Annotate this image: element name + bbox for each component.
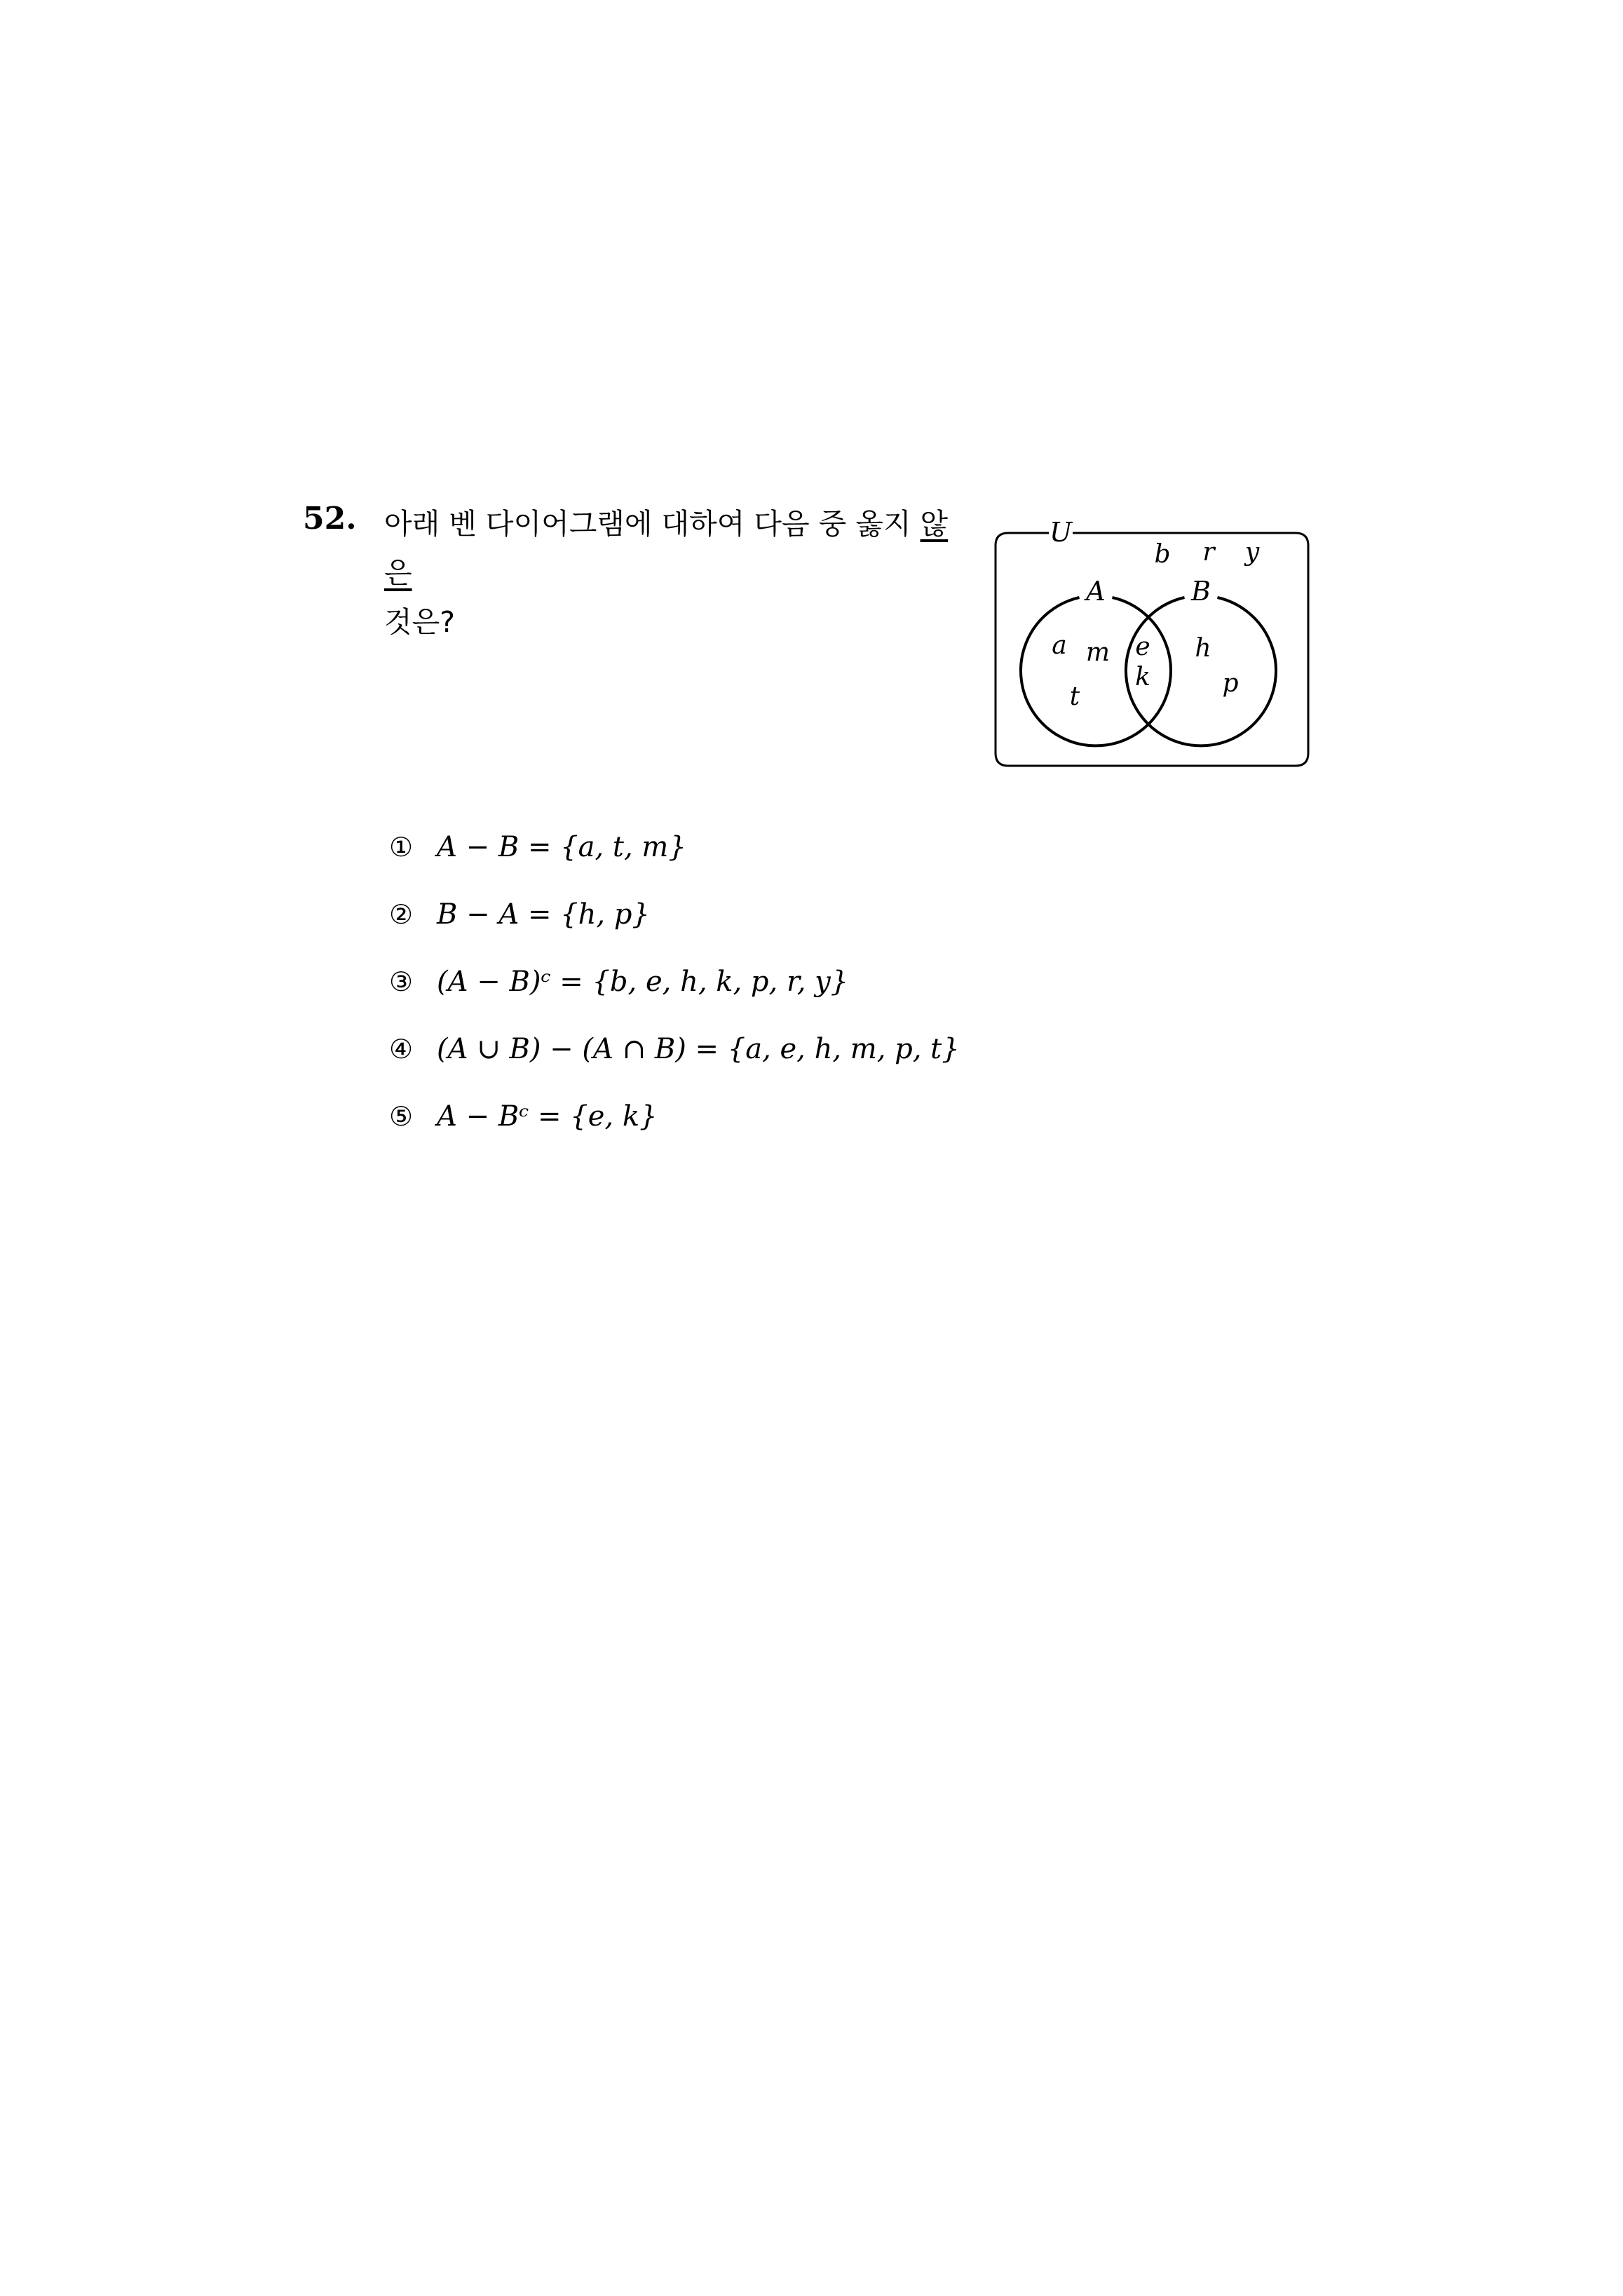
choice-3[interactable] xyxy=(389,948,960,1015)
question-number: 52. xyxy=(303,501,357,536)
element-a: a xyxy=(1052,631,1067,660)
set-a-label: A xyxy=(1086,576,1106,607)
choice-5[interactable] xyxy=(389,1083,960,1150)
element-r: r xyxy=(1202,538,1215,567)
element-y: y xyxy=(1244,538,1260,567)
choice-marker: ④ xyxy=(389,1034,414,1065)
stem-end: 것은? xyxy=(384,605,455,639)
element-p: p xyxy=(1222,669,1239,698)
element-m: m xyxy=(1085,638,1111,667)
choice-expression: (A ∪ B) − (A ∩ B) = {a, e, h, m, p, t} xyxy=(437,1033,960,1065)
answer-choices xyxy=(389,813,960,1150)
choice-marker: ① xyxy=(389,832,414,863)
choice-marker: ③ xyxy=(389,966,414,997)
choice-expression: (A − B)ᶜ = {b, e, h, k, p, r, y} xyxy=(437,966,849,998)
element-h: h xyxy=(1195,634,1211,663)
choice-expression: B − A = {h, p} xyxy=(437,898,650,931)
element-b: b xyxy=(1154,540,1171,569)
universe-label: U xyxy=(1049,517,1073,548)
choice-4[interactable] xyxy=(389,1015,960,1083)
question-stem xyxy=(384,499,966,647)
choice-marker: ⑤ xyxy=(389,1101,414,1132)
stem-emphasis: 않은 xyxy=(384,507,949,590)
element-k: k xyxy=(1135,663,1150,691)
choice-expression: A − B = {a, t, m} xyxy=(437,831,686,863)
choice-2[interactable] xyxy=(389,881,960,948)
element-t: t xyxy=(1069,682,1080,711)
element-e: e xyxy=(1135,633,1150,661)
set-b-label: B xyxy=(1191,576,1211,607)
universe-box xyxy=(996,533,1308,766)
venn-diagram xyxy=(987,505,1310,785)
stem-main: 아래 벤 다이어그램에 대하여 다음 중 옳지 xyxy=(384,507,911,541)
choice-expression: A − Bᶜ = {e, k} xyxy=(437,1100,658,1133)
choice-marker: ② xyxy=(389,899,414,930)
choice-1[interactable] xyxy=(389,813,960,881)
